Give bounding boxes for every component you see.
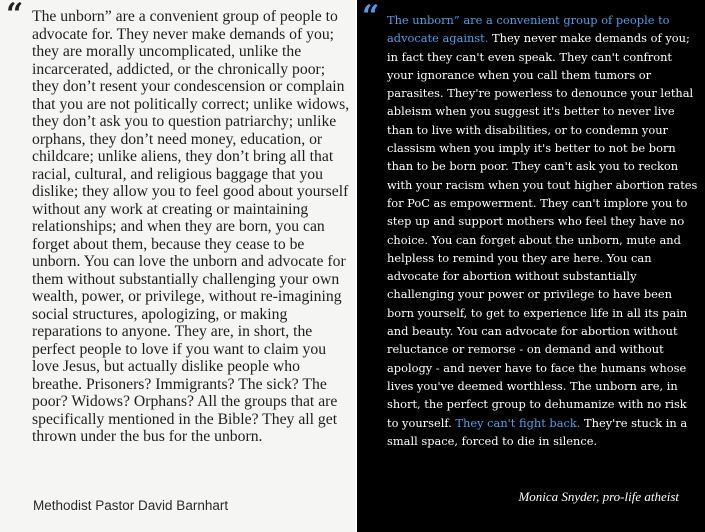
left-quote-attribution: Methodist Pastor David Barnhart bbox=[33, 498, 229, 513]
right-quote-mark-icon: “ bbox=[362, 0, 380, 34]
left-quote-text: The unborn” are a convenient group of people to advocate for. They never make demands of you; they are morally uncomplicated, unlike the incarcerated, addicted, or the chronically poor; they don’t resent your condescension or complain that you are not politically correct; unlike widows, they don’t ask you to question patriarchy; unlike orphans, they don’t need money, education, or childcare; unlike aliens, they don’t bring all that racial, cultural, and religious baggage that you dislike; they allow you to feel good about yourself without any work at creating or maintaining relationships; and when they are born, you can forget about them, because they cease to be unborn. You can love the unborn and advocate for them without substantially challenging your own wealth, power, or privilege, without re-imagining social structures, apologizing, or making reparations to anyone. They are, in short, the perfect people to love if you want to claim you love Jesus, but actually dislike people who breathe. Prisoners? Immigrants? The sick? The poor? Widows? Orphans? All the groups that are specifically mentioned in the Bible? They all get thrown under the bus for the unborn. bbox=[32, 8, 350, 445]
right-quote-text bbox=[387, 11, 701, 450]
right-quote-highlight-fight-back: They can't fight back. bbox=[455, 415, 581, 430]
right-quote-attribution: Monica Snyder, pro-life atheist bbox=[518, 489, 679, 504]
right-quote-body-part-1: They never make demands of you; in fact they can't even speak. They can't confront your ignorance when you call them tumors or parasites. They're powerless to denounce your lethal ableism when you suggest it's better to never live than to live with disabilities, or to condemn your classism when you imply it's better to not be born than to be born poor. They can't ask you to reckon with your racism when you tout higher abortion rates for PoC as empowerment. They can't implore you to step up and support mothers who feel they have no choice. You can forget about the unborn, mute and helpless to remind you they are here. You can advocate for abortion without substantially challenging your power or privilege to have been born yourself, to get to experience life in all its pain and beauty. You can advocate for abortion without reluctance or remorse - on demand and without apology - and never have to face the humans whose lives you've deemed worthless. The unborn are, in short, the perfect group to dehumanize with no risk to yourself. bbox=[387, 31, 698, 430]
right-quote-body-part-2: They're stuck in a small space, forced to die in silence. bbox=[387, 415, 688, 448]
left-quote-mark-icon: “ bbox=[6, 0, 24, 32]
right-quote-panel bbox=[357, 0, 705, 532]
right-quote-highlight-opening: The unborn” are a convenient group of people to advocate against. bbox=[387, 13, 670, 46]
